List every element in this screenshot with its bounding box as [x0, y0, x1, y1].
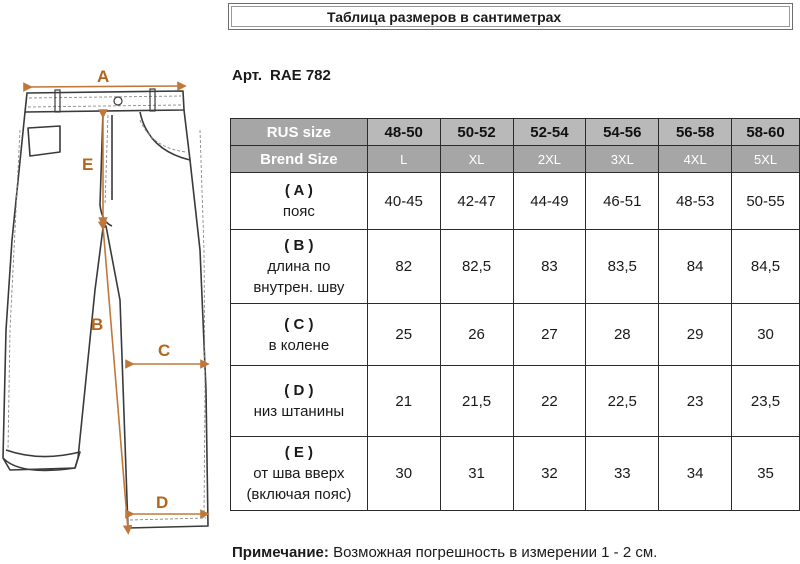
value-cell: 48-53: [659, 173, 732, 230]
brand-size-cell: 4XL: [659, 146, 732, 173]
param-cell: [231, 366, 368, 437]
value-cell: 34: [659, 437, 732, 511]
title-box: [228, 3, 793, 30]
value-cell: 44-49: [513, 173, 586, 230]
param-text: пояс: [282, 203, 315, 220]
value-cell: 21,5: [440, 366, 513, 437]
page-title: Таблица размеров в сантиметрах: [327, 9, 562, 25]
param-cell: [231, 173, 368, 230]
table-row: [231, 366, 800, 437]
brand-size-label: Brend Size: [231, 146, 368, 173]
label-e: E: [82, 155, 94, 174]
value-cell: 84: [659, 230, 732, 304]
value-cell: 21: [367, 366, 440, 437]
param-text: (включая пояс): [246, 486, 352, 503]
brand-size-cell: XL: [440, 146, 513, 173]
left-cuff: [3, 450, 80, 470]
param-letter: ( B ): [284, 237, 314, 254]
rus-size-cell: 54-56: [586, 119, 659, 146]
param-letter: ( A ): [284, 182, 313, 199]
rus-size-cell: 56-58: [659, 119, 732, 146]
brand-size-cell: 3XL: [586, 146, 659, 173]
rus-size-cell: 48-50: [367, 119, 440, 146]
value-cell: 25: [367, 304, 440, 366]
value-cell: 23: [659, 366, 732, 437]
table-row: [231, 304, 800, 366]
article-label: Арт.: [232, 67, 262, 84]
value-cell: 29: [659, 304, 732, 366]
table-row: [231, 437, 800, 511]
value-cell: 40-45: [367, 173, 440, 230]
table-row: [231, 173, 800, 230]
pants-outline: [3, 110, 208, 528]
value-cell: 27: [513, 304, 586, 366]
value-cell: 31: [440, 437, 513, 511]
measure-a-line: [28, 86, 182, 87]
value-cell: 22: [513, 366, 586, 437]
value-cell: 28: [586, 304, 659, 366]
waistband-outline: [25, 91, 184, 112]
rus-size-cell: 52-54: [513, 119, 586, 146]
param-letter: ( C ): [284, 315, 314, 333]
value-cell: 50-55: [732, 173, 800, 230]
value-cell: 32: [513, 437, 586, 511]
rus-size-label: RUS size: [231, 119, 368, 146]
value-cell: 33: [586, 437, 659, 511]
param-text: от шва вверх: [253, 465, 345, 482]
value-cell: 26: [440, 304, 513, 366]
label-b: B: [91, 315, 104, 334]
article-line: [232, 67, 331, 84]
label-c: C: [158, 341, 171, 360]
param-cell: [231, 437, 368, 511]
param-cell: [231, 304, 368, 366]
footnote: [232, 544, 657, 561]
value-cell: 46-51: [586, 173, 659, 230]
param-text: в колене: [268, 336, 330, 354]
value-cell: 84,5: [732, 230, 800, 304]
brand-size-row: [231, 146, 800, 173]
value-cell: 83: [513, 230, 586, 304]
pants-diagram: [0, 60, 225, 540]
article-code: RAE 782: [270, 67, 331, 84]
param-text: длина по: [267, 258, 331, 275]
rus-size-row: [231, 119, 800, 146]
note-text: Возможная погрешность в измерении 1 - 2 см.: [333, 544, 658, 561]
value-cell: 82: [367, 230, 440, 304]
note-label: Примечание:: [232, 544, 329, 561]
label-a: A: [97, 67, 110, 86]
value-cell: 82,5: [440, 230, 513, 304]
value-cell: 22,5: [586, 366, 659, 437]
param-text: внутрен. шву: [253, 279, 345, 296]
value-cell: 35: [732, 437, 800, 511]
table-row: [231, 230, 800, 304]
measure-b-line: [103, 226, 128, 530]
param-text: низ штанины: [253, 403, 345, 420]
rus-size-cell: 58-60: [732, 119, 800, 146]
brand-size-cell: 2XL: [513, 146, 586, 173]
label-d: D: [156, 493, 169, 512]
value-cell: 30: [367, 437, 440, 511]
brand-size-cell: 5XL: [732, 146, 800, 173]
size-table: [230, 118, 800, 511]
param-letter: ( D ): [284, 382, 314, 399]
value-cell: 83,5: [586, 230, 659, 304]
value-cell: 30: [732, 304, 800, 366]
brand-size-cell: L: [367, 146, 440, 173]
param-cell: [231, 230, 368, 304]
value-cell: 42-47: [440, 173, 513, 230]
value-cell: 23,5: [732, 366, 800, 437]
rus-size-cell: 50-52: [440, 119, 513, 146]
param-letter: ( E ): [284, 444, 314, 461]
